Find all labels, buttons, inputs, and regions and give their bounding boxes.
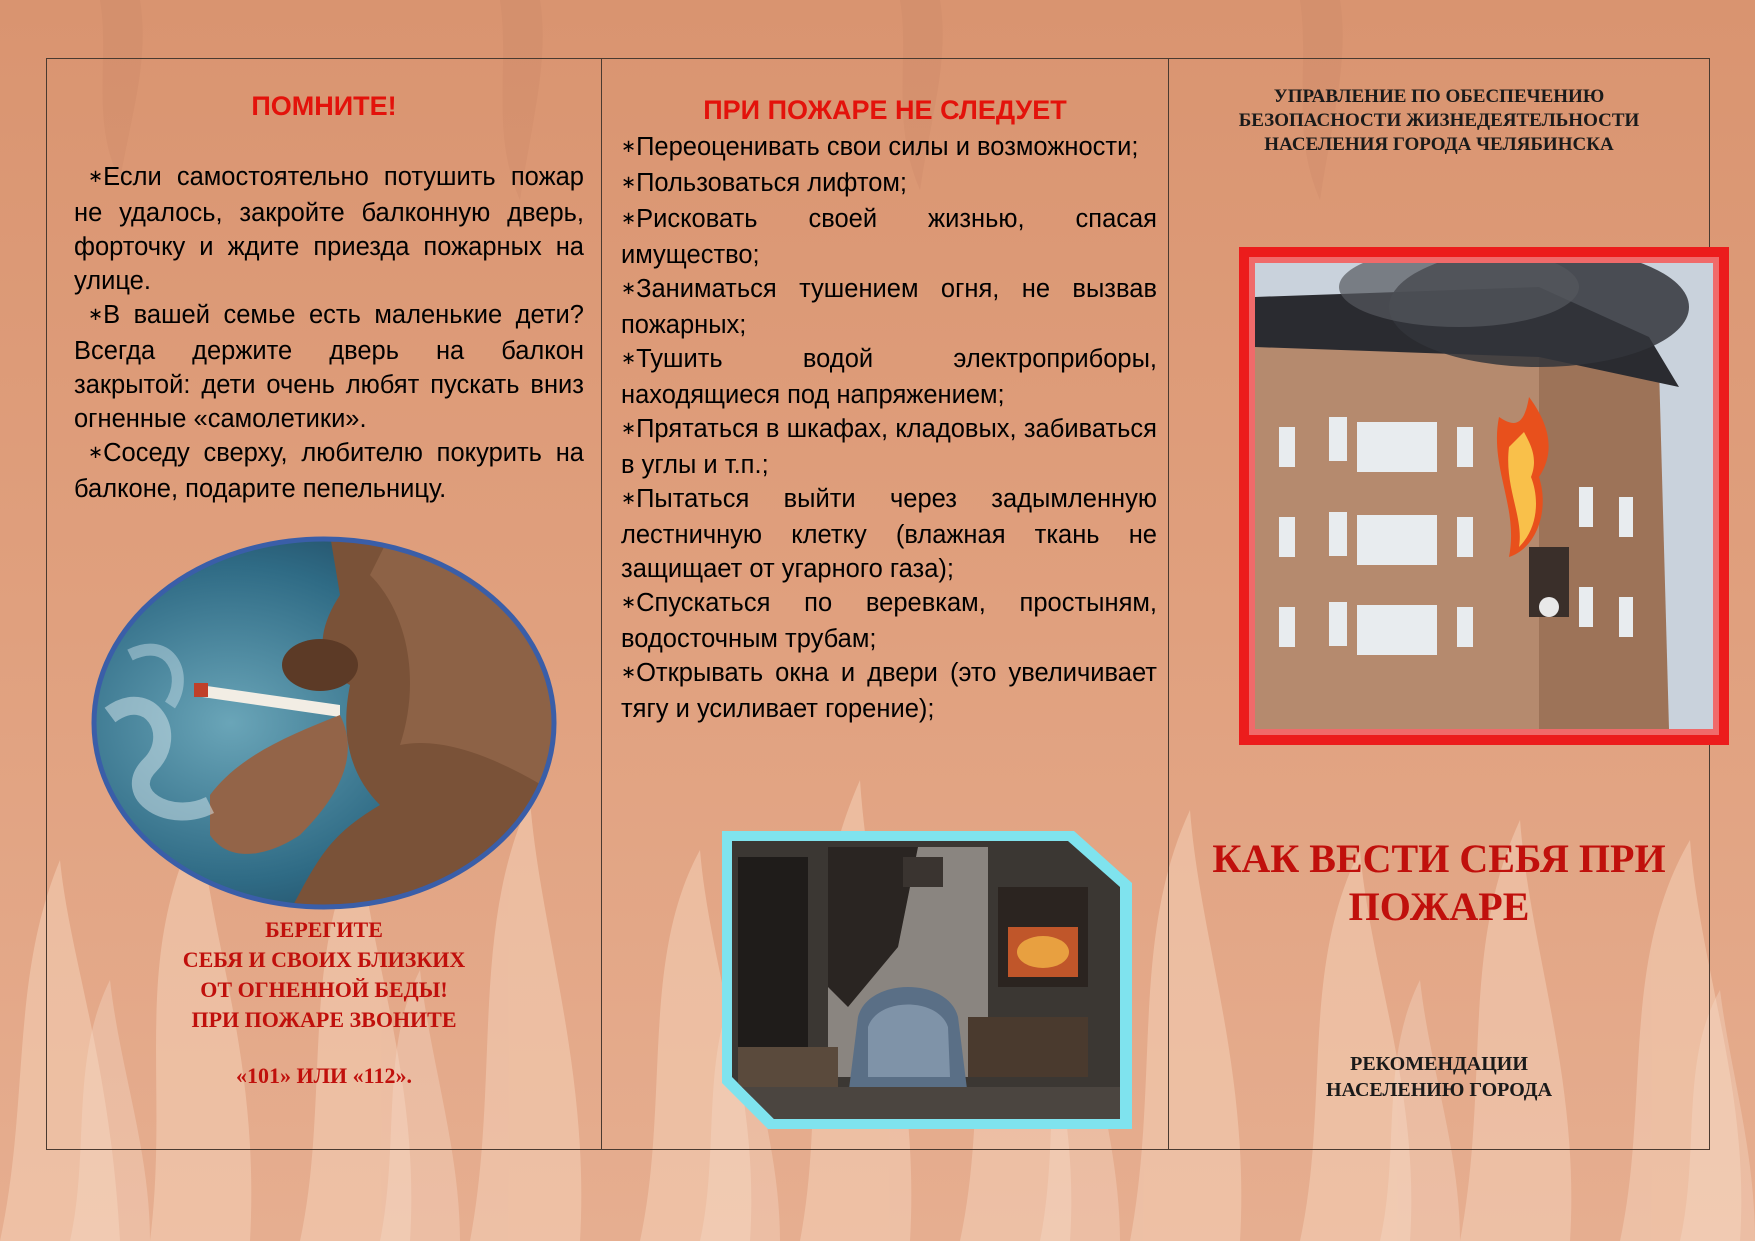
asterisk-icon: ∗ bbox=[88, 166, 104, 186]
recommendations-subtitle bbox=[1169, 1051, 1709, 1103]
remember-item: ∗Если самостоятельно потушить пожар не удалось, закройте балконную дверь, форточку и ждите приезда пожарных на улице. bbox=[74, 163, 584, 295]
title-line: КАК ВЕСТИ СЕБЯ ПРИ bbox=[1212, 836, 1666, 881]
trifold-brochure bbox=[46, 58, 1710, 1150]
left-panel bbox=[47, 59, 601, 1149]
asterisk-icon: ∗ bbox=[621, 172, 637, 192]
do-not-item: ∗Тушить водой электроприборы, находящиеся под напряжением; bbox=[621, 345, 1157, 409]
burnt-room-photo bbox=[718, 827, 1136, 1133]
smoking-person-photo bbox=[90, 535, 558, 911]
remember-heading: ПОМНИТЕ! bbox=[251, 91, 397, 121]
do-not-list bbox=[621, 130, 1157, 726]
organization-line: БЕЗОПАСНОСТИ ЖИЗНЕДЕЯТЕЛЬНОСТИ bbox=[1238, 110, 1640, 131]
brochure-title bbox=[1169, 835, 1709, 931]
do-not-item: ∗Пользоваться лифтом; bbox=[621, 169, 908, 197]
organization-line: УПРАВЛЕНИЕ ПО ОБЕСПЕЧЕНИЮ bbox=[1273, 86, 1605, 107]
asterisk-icon: ∗ bbox=[621, 278, 637, 298]
asterisk-icon: ∗ bbox=[621, 592, 637, 612]
organization-name bbox=[1169, 85, 1709, 157]
remember-item: ∗Соседу сверху, любителю покурить на балконе, подарите пепельницу. bbox=[74, 439, 584, 503]
subtitle-line: НАСЕЛЕНИЮ ГОРОДА bbox=[1325, 1079, 1553, 1101]
care-line: БЕРЕГИТЕ bbox=[265, 917, 383, 942]
title-line: ПОЖАРЕ bbox=[1348, 884, 1530, 929]
do-not-item: ∗Прятаться в шкафах, кладовых, забиваться в углы и т.п.; bbox=[621, 415, 1157, 479]
do-not-item: ∗Рисковать своей жизнью, спасая имущество; bbox=[621, 205, 1157, 269]
asterisk-icon: ∗ bbox=[621, 662, 637, 682]
do-not-heading: ПРИ ПОЖАРЕ НЕ СЛЕДУЕТ bbox=[703, 95, 1067, 125]
remember-list bbox=[74, 160, 584, 506]
asterisk-icon: ∗ bbox=[88, 304, 104, 324]
care-line: ОТ ОГНЕННОЙ БЕДЫ! bbox=[200, 977, 448, 1002]
do-not-item: ∗Переоценивать свои силы и возможности; bbox=[621, 133, 1139, 161]
right-panel bbox=[1169, 59, 1709, 1149]
organization-line: НАСЕЛЕНИЯ ГОРОДА ЧЕЛЯБИНСКА bbox=[1264, 134, 1614, 155]
remember-item: ∗В вашей семье есть маленькие дети? Всегда держите дверь на балкон закрытой: дети очень любят пускать вниз огненные «самолетики». bbox=[74, 301, 584, 433]
asterisk-icon: ∗ bbox=[621, 208, 637, 228]
asterisk-icon: ∗ bbox=[621, 418, 637, 438]
asterisk-icon: ∗ bbox=[621, 348, 637, 368]
emergency-numbers: «101» ИЛИ «112». bbox=[236, 1063, 412, 1088]
asterisk-icon: ∗ bbox=[88, 442, 104, 462]
burning-building-photo bbox=[1239, 247, 1729, 745]
do-not-item: ∗Заниматься тушением огня, не вызвав пожарных; bbox=[621, 275, 1157, 339]
do-not-item: ∗Спускаться по веревкам, простыням, водосточным трубам; bbox=[621, 589, 1157, 653]
subtitle-line: РЕКОМЕНДАЦИИ bbox=[1350, 1053, 1528, 1075]
do-not-item: ∗Пытаться выйти через задымленную лестничную клетку (влажная ткань не защищает от угарного газа); bbox=[621, 485, 1157, 583]
middle-panel bbox=[602, 59, 1168, 1149]
asterisk-icon: ∗ bbox=[621, 488, 637, 508]
care-message bbox=[47, 915, 601, 1035]
asterisk-icon: ∗ bbox=[621, 136, 637, 156]
care-line: ПРИ ПОЖАРЕ ЗВОНИТЕ bbox=[191, 1007, 457, 1032]
do-not-item: ∗Открывать окна и двери (это увеличивает тягу и усиливает горение); bbox=[621, 659, 1157, 723]
care-line: СЕБЯ И СВОИХ БЛИЗКИХ bbox=[182, 947, 466, 972]
